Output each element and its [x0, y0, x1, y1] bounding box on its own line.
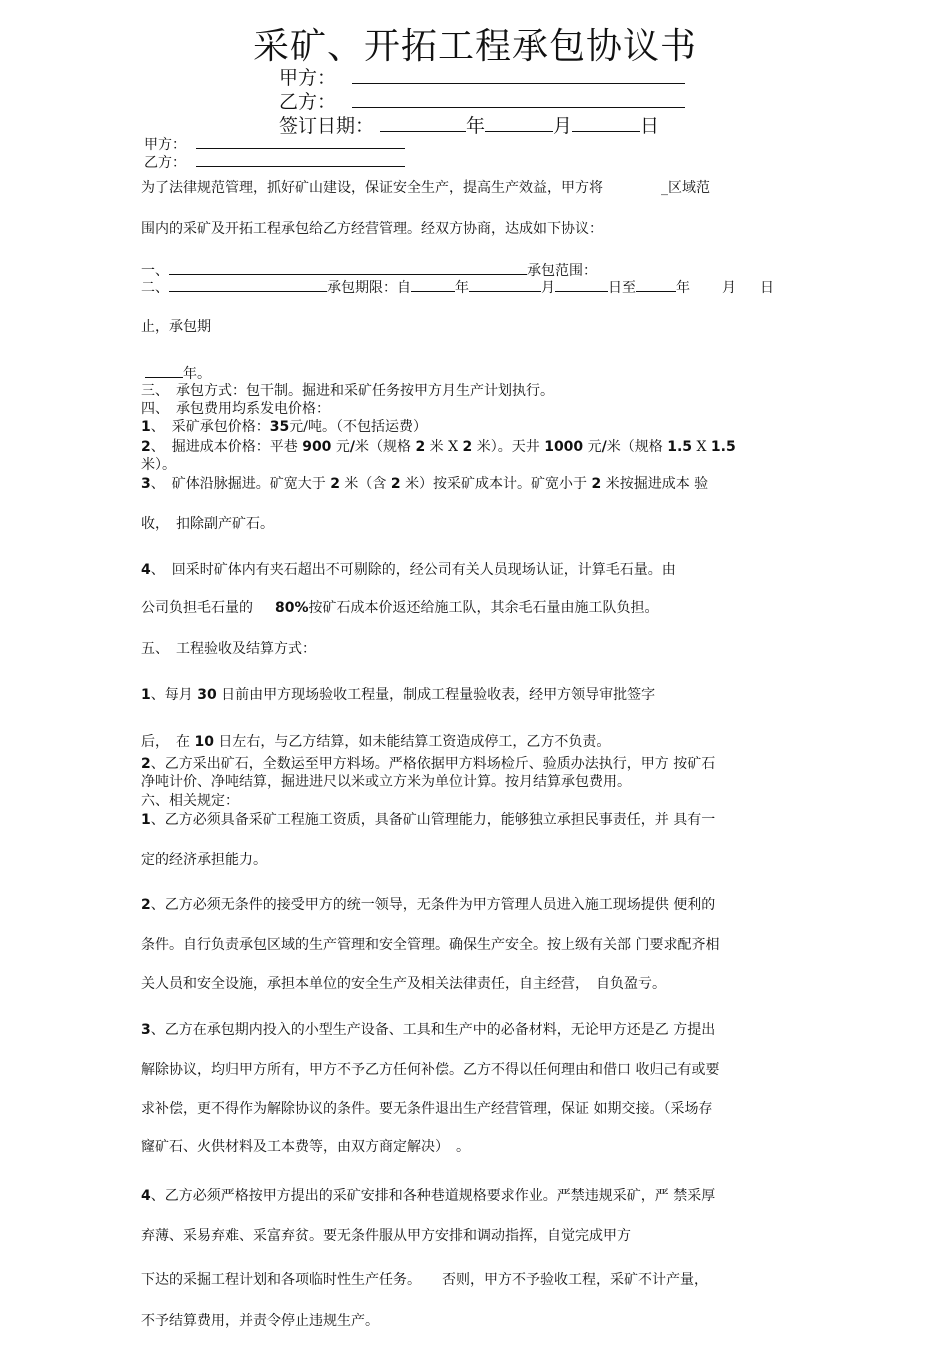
- item-5-1-line2b: 10: [194, 734, 214, 750]
- item-4-2-m: /: [601, 439, 607, 455]
- section-2-num: 二、: [141, 280, 169, 296]
- item-6-1: [141, 811, 715, 829]
- item-4-2-i: 2: [462, 439, 473, 455]
- party-b-field: [196, 152, 405, 167]
- section-2: [141, 277, 774, 297]
- item-4-2-b: 900: [302, 439, 332, 455]
- item-6-4-a: 、乙方必须严格按甲方提出的采矿安排和各种巷道规格要求作业。严禁违规采矿，严 禁采厚: [150, 1188, 716, 1204]
- item-4-2-e: 米（规格: [355, 439, 412, 455]
- item-6-4-line-4: 不予结算费用，并责令停止违规生产。: [141, 1313, 379, 1329]
- preamble-line-2: 围内的采矿及开拓工程承包给乙方经营管理。经双方协商，达成如下协议：: [141, 221, 603, 237]
- party-b-label: 乙方：: [144, 155, 186, 171]
- item-4-4: [141, 561, 676, 579]
- day-blank: [572, 113, 640, 132]
- section-6: 六、相关规定：: [141, 793, 239, 809]
- item-6-1-line-2: 定的经济承担能力。: [141, 852, 267, 868]
- s2-t3: 月: [541, 280, 555, 296]
- preamble-line-1: [141, 179, 710, 197]
- item-4-3-b: 2: [330, 476, 340, 492]
- party-a-blank: [352, 65, 685, 84]
- section-1-num: 一、: [141, 263, 169, 279]
- item-4-2-l: 元: [587, 439, 602, 455]
- year-label: 年: [466, 115, 486, 137]
- item-4-4-num: 4: [141, 562, 151, 578]
- item-5-1-a: 、每月: [150, 687, 193, 703]
- item-5-1-c: 日前由甲方现场验收工程量，制成工程量验收表，经甲方领导审批签字: [221, 687, 656, 703]
- s2-t1: 承包期限：自: [327, 280, 411, 296]
- item-5-1-line2a: 后， 在: [141, 734, 190, 750]
- item-6-1-a: 、乙方必须具备采矿工程施工资质，具备矿山管理能力，能够独立承担民事责任，并 具有一: [150, 812, 716, 828]
- item-4-2-p: X: [696, 439, 707, 455]
- scope-blank: [169, 260, 527, 275]
- s2-t7: 日: [760, 280, 774, 296]
- item-6-4-num: 4: [141, 1188, 151, 1204]
- item-5-1-b: 30: [197, 687, 217, 703]
- item-4-4-line2a: 公司负担毛石量的: [141, 600, 253, 616]
- item-4-1-b: 35: [269, 419, 290, 435]
- item-4-3-num: 3: [141, 476, 151, 492]
- item-4-1-a: 、 采矿承包价格：: [150, 419, 270, 435]
- item-4-3-f: 2: [591, 476, 602, 492]
- term-years-blank: [145, 363, 183, 378]
- item-5-1-line2c: 日左右，与乙方结算，如未能结算工资造成停工，乙方不负责。: [218, 734, 611, 750]
- header-party-a: [279, 63, 685, 90]
- item-6-4: [141, 1187, 715, 1205]
- item-5-2-a: 、乙方采出矿石，全数运至甲方料场。严格依据甲方料场检斤、验质办法执行，甲方 按矿石: [150, 756, 716, 772]
- section-3: 三、 承包方式：包干制。掘进和采矿任务按甲方月生产计划执行。: [141, 383, 554, 399]
- item-4-3: [141, 475, 708, 493]
- item-5-2-num: 2: [141, 756, 151, 772]
- item-4-3-g: 米按掘进成本 验: [605, 476, 709, 492]
- day-label: 日: [640, 115, 660, 137]
- item-4-2-j: 米）。天井: [476, 439, 540, 455]
- item-5-1-line-2: [141, 733, 610, 751]
- item-4-2-g: 米: [429, 439, 444, 455]
- item-4-2-line-2: 米）。: [141, 457, 176, 473]
- sign-date-label: 签订日期：: [279, 115, 375, 137]
- month-label: 月: [553, 115, 573, 137]
- item-6-3-num: 3: [141, 1022, 151, 1038]
- item-6-3: [141, 1021, 715, 1039]
- item-6-2-a: 、乙方必须无条件的接受甲方的统一领导，无条件为甲方管理人员进入施工现场提供 便利的: [150, 897, 716, 913]
- s2-t2: 年: [455, 280, 469, 296]
- item-5-1: [141, 686, 655, 704]
- party-a-label: 甲方：: [144, 137, 186, 153]
- item-4-4-a: 、 回采时矿体内有夹石超出不可剔除的，经公司有关人员现场认证，计算毛石量。由: [150, 562, 676, 578]
- header-party-b-label: 乙方：: [279, 91, 337, 113]
- item-6-2-line-3: 关人员和安全设施，承担本单位的安全生产及相关法律责任，自主经营， 自负盈亏。: [141, 976, 666, 992]
- item-4-4-line-2: [141, 599, 659, 617]
- section-4: 四、 承包费用均系发电价格：: [141, 401, 330, 417]
- item-4-3-line-2: 收， 扣除副产矿石。: [141, 516, 274, 532]
- item-4-3-c: 米（含: [344, 476, 387, 492]
- item-5-2-line-2: 净吨计价、净吨结算，掘进进尺以米或立方米为单位计算。按月结算承包费用。: [141, 774, 631, 790]
- item-4-2-o: 1.5: [667, 439, 693, 455]
- item-4-2: [141, 438, 736, 456]
- item-6-4-line-3: 下达的采掘工程计划和各项临时性生产任务。 否则，甲方不予验收工程，采矿不计产量，: [141, 1272, 708, 1288]
- preamble-text-1: 为了法律规范管理，抓好矿山建设，保证安全生产，提高生产效益，甲方将: [141, 180, 603, 196]
- s2-t4: 日至: [608, 280, 636, 296]
- item-6-1-num: 1: [141, 812, 151, 828]
- section-2-line-2: 止，承包期: [141, 319, 211, 335]
- section-5: 五、 工程验收及结算方式：: [141, 641, 316, 657]
- section-1-text: 承包范围：: [527, 263, 597, 279]
- item-6-3-line-3: 求补偿，更不得作为解除协议的条件。要无条件退出生产经营管理，保证 如期交接。（采场存: [141, 1101, 713, 1117]
- item-4-2-q: 1.5: [710, 439, 736, 455]
- item-4-2-k: 1000: [544, 439, 584, 455]
- item-4-1-c: 元/吨。（不包括运费）: [289, 419, 427, 435]
- party-a-line: [144, 134, 405, 154]
- region-blank: _: [661, 180, 668, 196]
- s2-t6: 月: [722, 280, 736, 296]
- item-5-1-num: 1: [141, 687, 151, 703]
- item-4-2-num: 2: [141, 439, 151, 455]
- header-party-a-label: 甲方：: [279, 67, 337, 89]
- s2-line3: 年。: [183, 366, 211, 382]
- item-4-2-h: X: [448, 439, 459, 455]
- section-2-line-3: [145, 363, 211, 383]
- document-title: 采矿、开拓工程承包协议书: [252, 26, 697, 67]
- year-blank: [380, 113, 466, 132]
- item-4-2-n: 米（规格: [606, 439, 663, 455]
- party-b-line: [144, 152, 405, 172]
- item-4-4-line2b: 80%: [275, 600, 309, 616]
- item-4-1: [141, 418, 427, 436]
- item-4-3-e: 米）按采矿成本计。矿宽小于: [405, 476, 588, 492]
- item-4-4-line2c: 按矿石成本价返还给施工队，其余毛石量由施工队负担。: [308, 600, 659, 616]
- preamble-text-1-tail: 区域范: [668, 180, 710, 196]
- party-b-blank: [352, 89, 685, 108]
- item-6-4-line-2: 弃薄、采易弃难、采富弃贫。要无条件服从甲方安排和调动指挥，自觉完成甲方: [141, 1228, 631, 1244]
- start-day-blank: [555, 277, 608, 292]
- item-6-3-line-2: 解除协议，均归甲方所有，甲方不予乙方任何补偿。乙方不得以任何理由和借口 收归己有或要: [141, 1062, 720, 1078]
- header-party-b: [279, 87, 685, 114]
- item-5-2: [141, 755, 715, 773]
- start-month-blank: [469, 277, 541, 292]
- item-4-3-d: 2: [390, 476, 401, 492]
- end-year-blank: [636, 277, 676, 292]
- item-4-2-d: /: [349, 439, 356, 455]
- item-4-2-a: 、 掘进成本价格：平巷: [150, 439, 298, 455]
- item-6-2-num: 2: [141, 897, 151, 913]
- party-a-field: [196, 134, 405, 149]
- item-6-3-a: 、乙方在承包期内投入的小型生产设备、工具和生产中的必备材料，无论甲方还是乙 方提出: [150, 1022, 716, 1038]
- s2-t5: 年: [676, 280, 690, 296]
- item-4-1-num: 1: [141, 419, 151, 435]
- item-4-2-f: 2: [415, 439, 426, 455]
- start-year-blank: [411, 277, 455, 292]
- item-6-2: [141, 896, 715, 914]
- item-4-2-c: 元: [335, 439, 350, 455]
- item-6-3-line-4: 窿矿石、火供材料及工本费等，由双方商定解决） 。: [141, 1139, 470, 1155]
- month-blank: [485, 113, 553, 132]
- item-6-2-line-2: 条件。自行负责承包区域的生产管理和安全管理。确保生产安全。按上级有关部 门要求配齐相: [141, 937, 720, 953]
- item-4-3-a: 、 矿体沿脉掘进。矿宽大于: [150, 476, 326, 492]
- term-blank: [169, 277, 327, 292]
